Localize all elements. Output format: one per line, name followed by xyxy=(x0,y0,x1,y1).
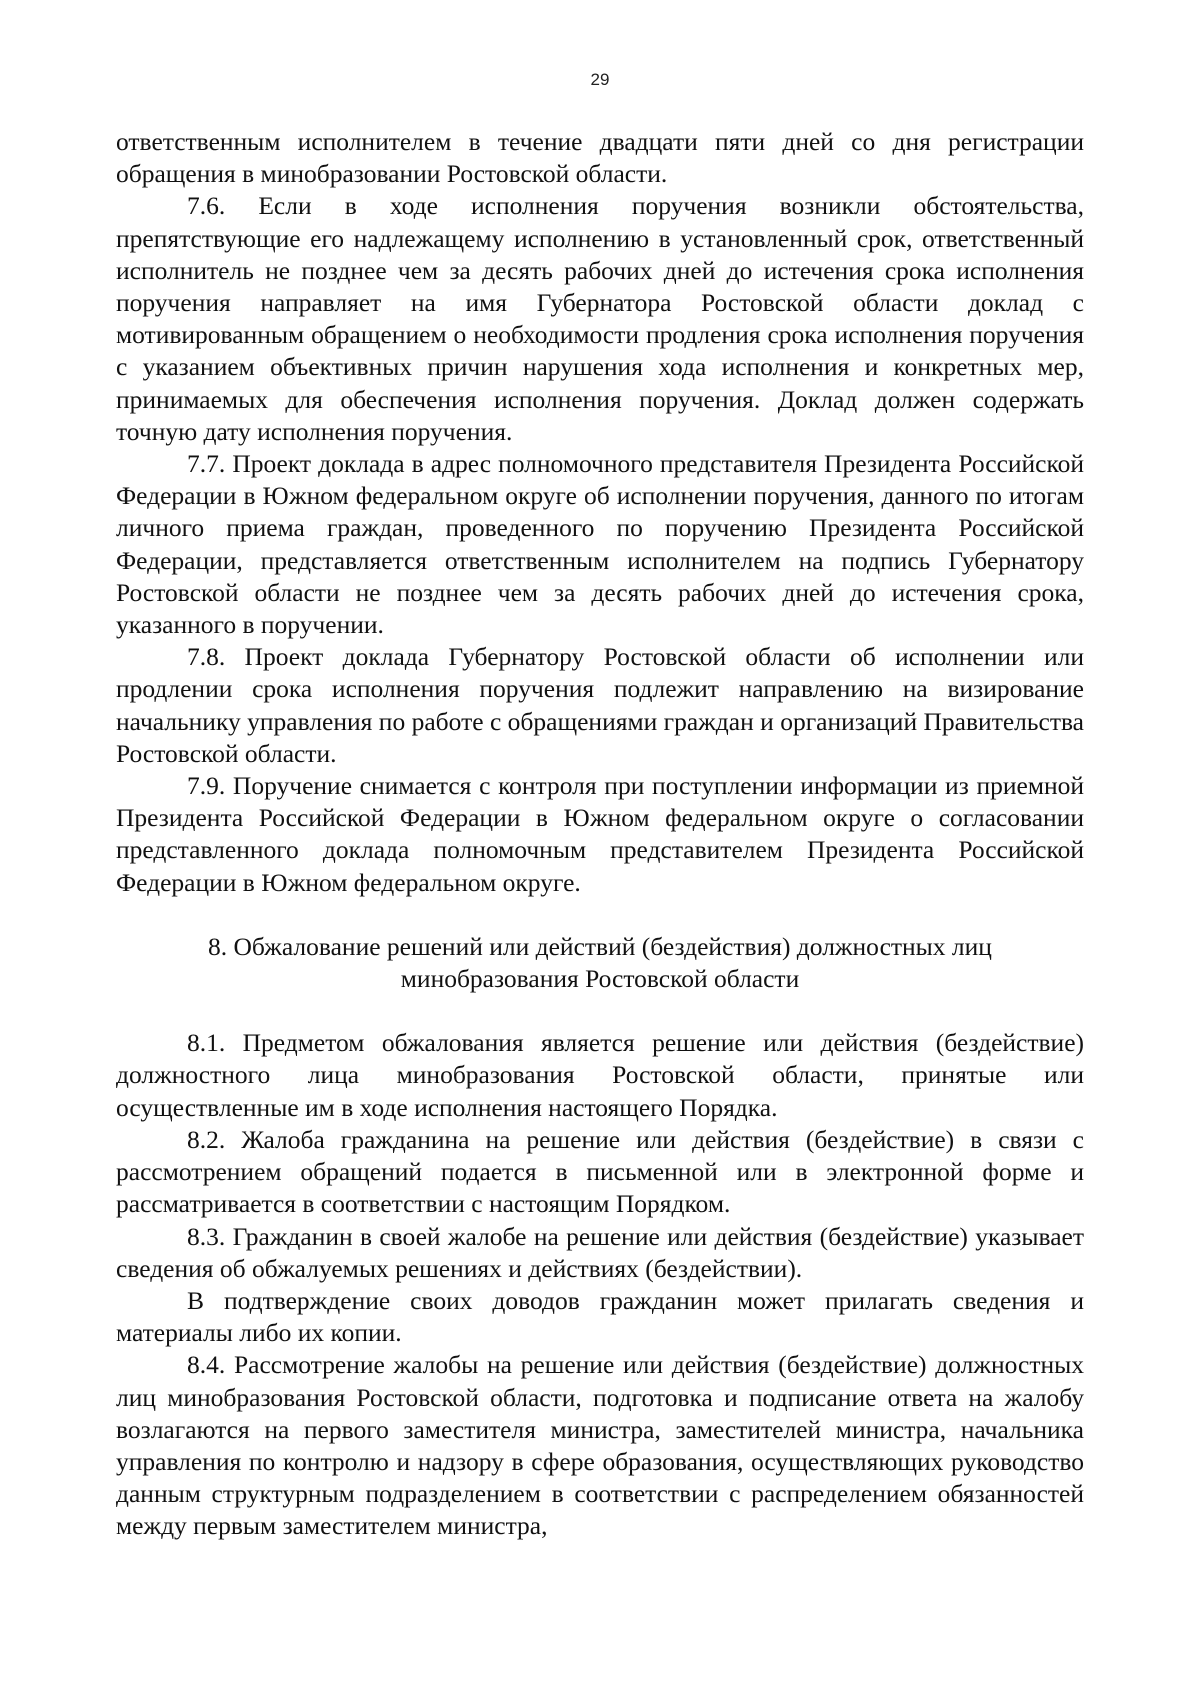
section-heading-line-2: минобразования Ростовской области xyxy=(400,964,800,994)
paragraph-7-7: 7.7. Проект доклада в адрес полномочного представителя Президента Российской Федерации в Южном федеральном округе об исполнении поручения, данного по итогам личного приема граждан, проведенного по поручению Президента Российской Федерации, представляется ответственным исполнителем на подпись Губернатору Ростовской области не позднее чем за десять рабочих дней до истечения срока, указанного в поручении. xyxy=(116,449,1084,640)
paragraph-8-2: 8.2. Жалоба гражданина на решение или действия (бездействие) в связи с рассмотрением обращений подается в письменной или в электронной форме и рассматривается в соответствии с настоящим Порядком. xyxy=(116,1124,1084,1219)
paragraph-8-4: 8.4. Рассмотрение жалобы на решение или действия (бездействие) должностных лиц минобразования Ростовской области, подготовка и подписание ответа на жалобу возлагаются на первого заместителя министра, заместителей министра, начальника управления по контролю и надзору в сфере образования, осуществляющих руководство данным структурным подразделением в соответствии с распределением обязанностей между первым заместителем министра, xyxy=(116,1350,1084,1541)
section-8-heading xyxy=(116,931,1084,995)
section-heading-line-1: 8. Обжалование решений или действий (бездействия) должностных лиц xyxy=(208,931,992,961)
document-body xyxy=(116,126,1084,1543)
paragraph-8-3-supplement: В подтверждение своих доводов гражданин может прилагать сведения и материалы либо их копии. xyxy=(116,1285,1084,1348)
paragraph-7-6: 7.6. Если в ходе исполнения поручения возникли обстоятельства, препятствующие его надлежащему исполнению в установленный срок, ответственный исполнитель не позднее чем за десять рабочих дней до истечения срока исполнения поручения направляет на имя Губернатора Ростовской области доклад с мотивированным обращением о необходимости продления срока исполнения поручения с указанием объективных причин нарушения хода исполнения и конкретных мер, принимаемых для обеспечения исполнения поручения. Доклад должен содержать точную дату исполнения поручения. xyxy=(116,191,1084,446)
paragraph-8-3: 8.3. Гражданин в своей жалобе на решение или действия (бездействие) указывает сведения об обжалуемых решениях и действиях (бездействии). xyxy=(116,1221,1084,1283)
paragraph-7-9: 7.9. Поручение снимается с контроля при поступлении информации из приемной Президента Российской Федерации в Южном федеральном округе о согласовании представленного доклада полномочным представителем Президента Российской Федерации в Южном федеральном округе. xyxy=(116,771,1084,897)
paragraph-7-8: 7.8. Проект доклада Губернатору Ростовской области об исполнении или продлении срока исполнения поручения подлежит направлению на визирование начальнику управления по работе с обращениями граждан и организаций Правительства Ростовской области. xyxy=(116,642,1084,768)
paragraph-8-1: 8.1. Предметом обжалования является решение или действия (бездействие) должностного лица минобразования Ростовской области, принятые или осуществленные им в ходе исполнения настоящего Порядка. xyxy=(116,1028,1084,1122)
paragraph-continuation: ответственным исполнителем в течение двадцати пяти дней со дня регистрации обращения в минобразовании Ростовской области. xyxy=(116,127,1084,189)
page-number: 29 xyxy=(590,70,610,89)
